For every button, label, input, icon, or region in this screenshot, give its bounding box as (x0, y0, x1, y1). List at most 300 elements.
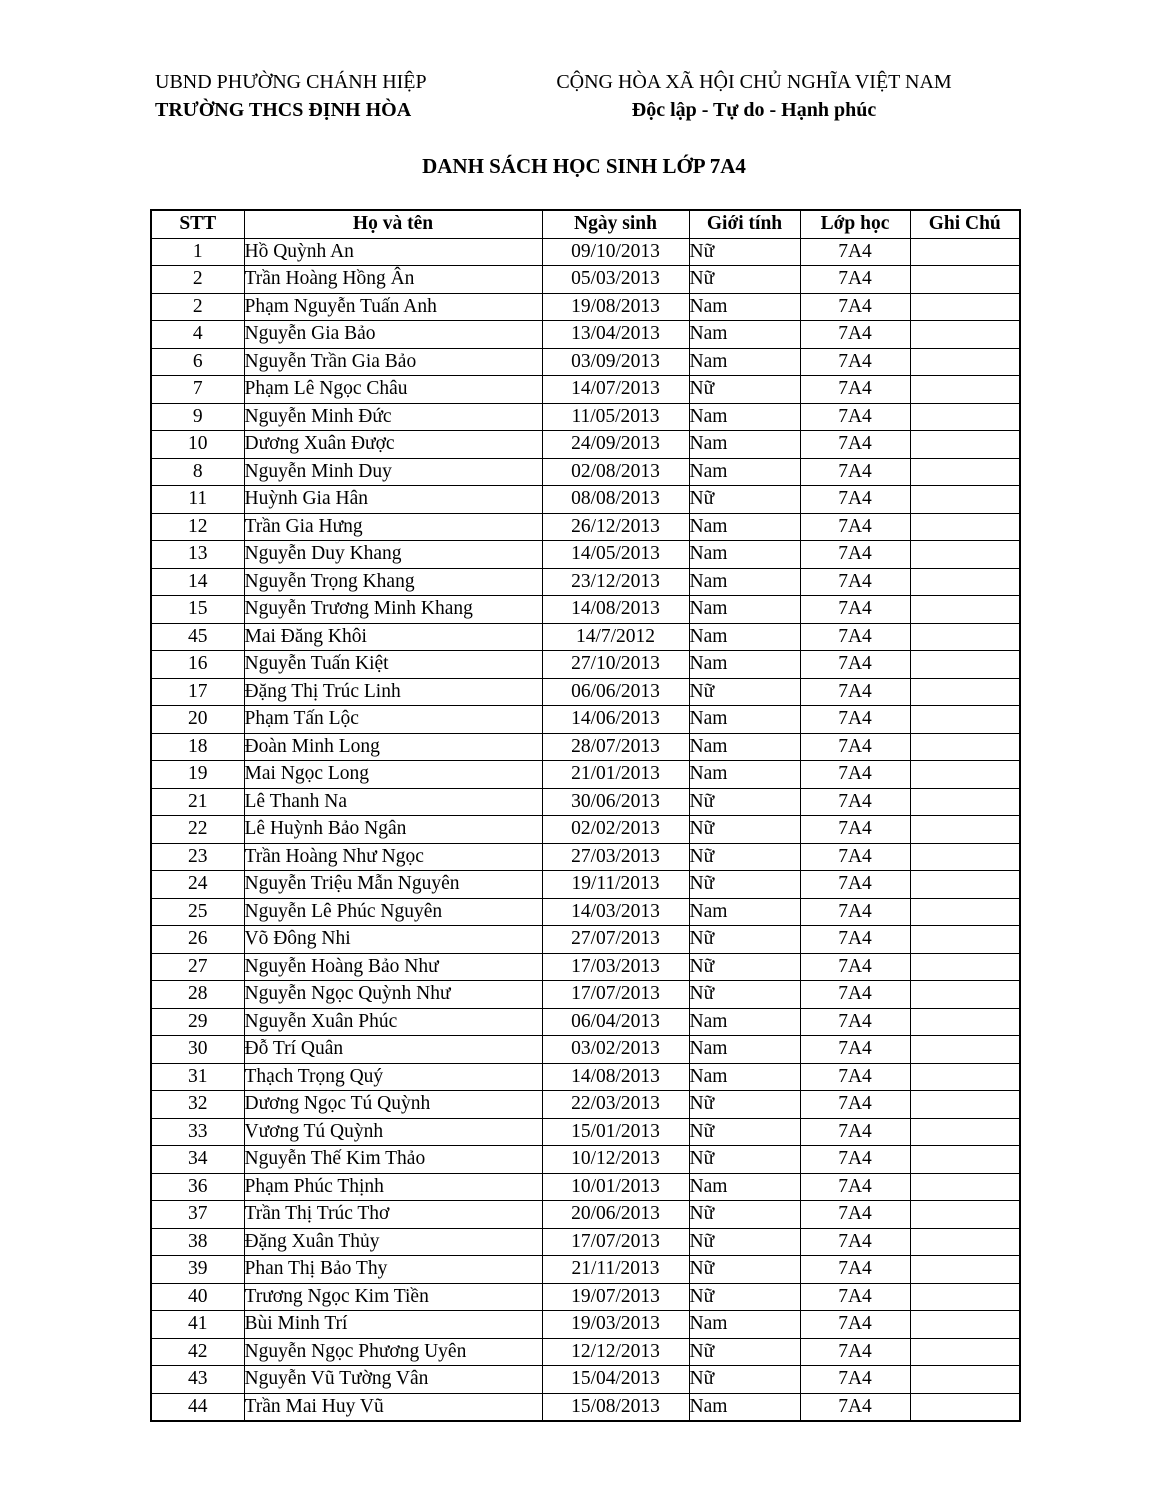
class-cell: 7A4 (800, 623, 910, 651)
birth-date-cell: 13/04/2013 (542, 321, 689, 349)
gender-cell: Nữ (689, 816, 800, 844)
birth-date-cell: 09/10/2013 (542, 238, 689, 266)
note-cell (910, 706, 1020, 734)
gender-cell: Nam (689, 596, 800, 624)
class-cell: 7A4 (800, 541, 910, 569)
gender-cell: Nam (689, 1063, 800, 1091)
class-cell: 7A4 (800, 898, 910, 926)
birth-date-cell: 27/03/2013 (542, 843, 689, 871)
name-cell: Phạm Lê Ngọc Châu (244, 376, 542, 404)
stt-cell: 40 (151, 1283, 244, 1311)
note-cell (910, 513, 1020, 541)
name-cell: Phạm Nguyễn Tuấn Anh (244, 293, 542, 321)
name-cell: Mai Đăng Khôi (244, 623, 542, 651)
gender-cell: Nữ (689, 238, 800, 266)
document-title: DANH SÁCH HỌC SINH LỚP 7A4 (422, 154, 746, 178)
name-cell: Trần Hoàng Như Ngọc (244, 843, 542, 871)
note-cell (910, 1173, 1020, 1201)
class-cell: 7A4 (800, 1256, 910, 1284)
birth-date-cell: 03/09/2013 (542, 348, 689, 376)
gender-cell: Nữ (689, 788, 800, 816)
note-cell (910, 898, 1020, 926)
stt-cell: 24 (151, 871, 244, 899)
header-note: Ghi Chú (910, 210, 1020, 238)
name-cell: Nguyễn Minh Duy (244, 458, 542, 486)
class-cell: 7A4 (800, 926, 910, 954)
gender-cell: Nam (689, 761, 800, 789)
stt-cell: 1 (151, 238, 244, 266)
gender-cell: Nữ (689, 871, 800, 899)
stt-cell: 14 (151, 568, 244, 596)
name-cell: Dương Xuân Được (244, 431, 542, 459)
birth-date-cell: 15/08/2013 (542, 1393, 689, 1421)
gender-cell: Nam (689, 1173, 800, 1201)
note-cell (910, 761, 1020, 789)
table-row (151, 513, 1020, 541)
note-cell (910, 1036, 1020, 1064)
table-row (151, 981, 1020, 1009)
name-cell: Nguyễn Trương Minh Khang (244, 596, 542, 624)
stt-cell: 16 (151, 651, 244, 679)
table-row (151, 596, 1020, 624)
stt-cell: 9 (151, 403, 244, 431)
name-cell: Huỳnh Gia Hân (244, 486, 542, 514)
class-cell: 7A4 (800, 953, 910, 981)
class-cell: 7A4 (800, 1201, 910, 1229)
stt-cell: 37 (151, 1201, 244, 1229)
name-cell: Lê Huỳnh Bảo Ngân (244, 816, 542, 844)
class-cell: 7A4 (800, 513, 910, 541)
stt-cell: 4 (151, 321, 244, 349)
note-cell (910, 843, 1020, 871)
table-row (151, 1173, 1020, 1201)
table-row (151, 568, 1020, 596)
gender-cell: Nữ (689, 926, 800, 954)
birth-date-cell: 27/07/2013 (542, 926, 689, 954)
stt-cell: 2 (151, 266, 244, 294)
name-cell: Nguyễn Tuấn Kiệt (244, 651, 542, 679)
name-cell: Nguyễn Trọng Khang (244, 568, 542, 596)
class-cell: 7A4 (800, 1311, 910, 1339)
gender-cell: Nữ (689, 1201, 800, 1229)
birth-date-cell: 03/02/2013 (542, 1036, 689, 1064)
issuer-ward: UBND PHƯỜNG CHÁNH HIỆP (155, 71, 427, 93)
stt-cell: 25 (151, 898, 244, 926)
gender-cell: Nam (689, 293, 800, 321)
table-row (151, 1063, 1020, 1091)
table-body (151, 238, 1020, 1421)
stt-cell: 26 (151, 926, 244, 954)
table-row (151, 1201, 1020, 1229)
stt-cell: 17 (151, 678, 244, 706)
note-cell (910, 568, 1020, 596)
class-cell: 7A4 (800, 816, 910, 844)
stt-cell: 38 (151, 1228, 244, 1256)
name-cell: Đặng Xuân Thủy (244, 1228, 542, 1256)
header-birth-date: Ngày sinh (542, 210, 689, 238)
class-cell: 7A4 (800, 238, 910, 266)
note-cell (910, 596, 1020, 624)
table-row (151, 1146, 1020, 1174)
table-row (151, 1036, 1020, 1064)
note-cell (910, 431, 1020, 459)
note-cell (910, 871, 1020, 899)
class-cell: 7A4 (800, 266, 910, 294)
stt-cell: 28 (151, 981, 244, 1009)
stt-cell: 45 (151, 623, 244, 651)
table-row (151, 293, 1020, 321)
birth-date-cell: 12/12/2013 (542, 1338, 689, 1366)
class-cell: 7A4 (800, 1091, 910, 1119)
class-cell: 7A4 (800, 1118, 910, 1146)
stt-cell: 34 (151, 1146, 244, 1174)
gender-cell: Nữ (689, 1228, 800, 1256)
class-cell: 7A4 (800, 981, 910, 1009)
stt-cell: 42 (151, 1338, 244, 1366)
gender-cell: Nam (689, 651, 800, 679)
class-cell: 7A4 (800, 1008, 910, 1036)
birth-date-cell: 06/06/2013 (542, 678, 689, 706)
note-cell (910, 926, 1020, 954)
gender-cell: Nam (689, 431, 800, 459)
class-cell: 7A4 (800, 651, 910, 679)
stt-cell: 30 (151, 1036, 244, 1064)
class-cell: 7A4 (800, 761, 910, 789)
stt-cell: 41 (151, 1311, 244, 1339)
class-cell: 7A4 (800, 1283, 910, 1311)
stt-cell: 2 (151, 293, 244, 321)
gender-cell: Nam (689, 733, 800, 761)
name-cell: Thạch Trọng Quý (244, 1063, 542, 1091)
gender-cell: Nữ (689, 486, 800, 514)
gender-cell: Nữ (689, 843, 800, 871)
table-row (151, 761, 1020, 789)
stt-cell: 10 (151, 431, 244, 459)
class-cell: 7A4 (800, 733, 910, 761)
class-cell: 7A4 (800, 1393, 910, 1421)
name-cell: Trần Gia Hưng (244, 513, 542, 541)
note-cell (910, 1393, 1020, 1421)
note-cell (910, 238, 1020, 266)
note-cell (910, 1008, 1020, 1036)
stt-cell: 36 (151, 1173, 244, 1201)
birth-date-cell: 17/03/2013 (542, 953, 689, 981)
table-row (151, 788, 1020, 816)
name-cell: Phạm Phúc Thịnh (244, 1173, 542, 1201)
stt-cell: 7 (151, 376, 244, 404)
stt-cell: 31 (151, 1063, 244, 1091)
name-cell: Nguyễn Duy Khang (244, 541, 542, 569)
gender-cell: Nam (689, 403, 800, 431)
name-cell: Bùi Minh Trí (244, 1311, 542, 1339)
gender-cell: Nữ (689, 1091, 800, 1119)
note-cell (910, 1338, 1020, 1366)
note-cell (910, 403, 1020, 431)
birth-date-cell: 02/08/2013 (542, 458, 689, 486)
class-cell: 7A4 (800, 706, 910, 734)
class-cell: 7A4 (800, 871, 910, 899)
name-cell: Đỗ Trí Quân (244, 1036, 542, 1064)
table-row (151, 871, 1020, 899)
note-cell (910, 1366, 1020, 1394)
stt-cell: 39 (151, 1256, 244, 1284)
gender-cell: Nữ (689, 376, 800, 404)
note-cell (910, 1256, 1020, 1284)
gender-cell: Nam (689, 1311, 800, 1339)
birth-date-cell: 10/12/2013 (542, 1146, 689, 1174)
birth-date-cell: 14/08/2013 (542, 596, 689, 624)
name-cell: Nguyễn Xuân Phúc (244, 1008, 542, 1036)
name-cell: Dương Ngọc Tú Quỳnh (244, 1091, 542, 1119)
birth-date-cell: 24/09/2013 (542, 431, 689, 459)
birth-date-cell: 14/08/2013 (542, 1063, 689, 1091)
note-cell (910, 458, 1020, 486)
name-cell: Hồ Quỳnh An (244, 238, 542, 266)
class-cell: 7A4 (800, 321, 910, 349)
name-cell: Đặng Thị Trúc Linh (244, 678, 542, 706)
header-class: Lớp học (800, 210, 910, 238)
class-cell: 7A4 (800, 431, 910, 459)
note-cell (910, 1091, 1020, 1119)
birth-date-cell: 19/03/2013 (542, 1311, 689, 1339)
gender-cell: Nữ (689, 266, 800, 294)
note-cell (910, 816, 1020, 844)
gender-cell: Nam (689, 1036, 800, 1064)
stt-cell: 11 (151, 486, 244, 514)
class-cell: 7A4 (800, 348, 910, 376)
note-cell (910, 321, 1020, 349)
birth-date-cell: 14/7/2012 (542, 623, 689, 651)
table-row (151, 348, 1020, 376)
class-cell: 7A4 (800, 1063, 910, 1091)
gender-cell: Nữ (689, 678, 800, 706)
header-gender: Giới tính (689, 210, 800, 238)
birth-date-cell: 05/03/2013 (542, 266, 689, 294)
table-row (151, 1091, 1020, 1119)
table-row (151, 431, 1020, 459)
birth-date-cell: 19/07/2013 (542, 1283, 689, 1311)
table-row (151, 541, 1020, 569)
stt-cell: 18 (151, 733, 244, 761)
birth-date-cell: 30/06/2013 (542, 788, 689, 816)
note-cell (910, 266, 1020, 294)
stt-cell: 33 (151, 1118, 244, 1146)
table-row (151, 843, 1020, 871)
stt-cell: 19 (151, 761, 244, 789)
birth-date-cell: 10/01/2013 (542, 1173, 689, 1201)
table-row (151, 321, 1020, 349)
gender-cell: Nam (689, 1008, 800, 1036)
table-row (151, 816, 1020, 844)
birth-date-cell: 14/05/2013 (542, 541, 689, 569)
table-row (151, 403, 1020, 431)
birth-date-cell: 02/02/2013 (542, 816, 689, 844)
gender-cell: Nữ (689, 1118, 800, 1146)
birth-date-cell: 17/07/2013 (542, 1228, 689, 1256)
table-row (151, 486, 1020, 514)
birth-date-cell: 23/12/2013 (542, 568, 689, 596)
table-row (151, 1366, 1020, 1394)
birth-date-cell: 22/03/2013 (542, 1091, 689, 1119)
stt-cell: 43 (151, 1366, 244, 1394)
birth-date-cell: 06/04/2013 (542, 1008, 689, 1036)
table-row (151, 733, 1020, 761)
issuer-block (155, 68, 427, 124)
stt-cell: 44 (151, 1393, 244, 1421)
header-stt: STT (151, 210, 244, 238)
stt-cell: 27 (151, 953, 244, 981)
class-cell: 7A4 (800, 293, 910, 321)
stt-cell: 21 (151, 788, 244, 816)
note-cell (910, 1201, 1020, 1229)
table-row (151, 1228, 1020, 1256)
birth-date-cell: 14/06/2013 (542, 706, 689, 734)
note-cell (910, 541, 1020, 569)
note-cell (910, 1228, 1020, 1256)
note-cell (910, 293, 1020, 321)
table-header-row (151, 210, 1020, 238)
class-cell: 7A4 (800, 1228, 910, 1256)
note-cell (910, 1311, 1020, 1339)
note-cell (910, 348, 1020, 376)
class-cell: 7A4 (800, 486, 910, 514)
birth-date-cell: 15/01/2013 (542, 1118, 689, 1146)
class-cell: 7A4 (800, 458, 910, 486)
class-cell: 7A4 (800, 843, 910, 871)
gender-cell: Nam (689, 706, 800, 734)
student-table (150, 209, 1021, 1422)
name-cell: Nguyễn Triệu Mẫn Nguyên (244, 871, 542, 899)
note-cell (910, 678, 1020, 706)
name-cell: Đoàn Minh Long (244, 733, 542, 761)
name-cell: Phạm Tấn Lộc (244, 706, 542, 734)
table-row (151, 706, 1020, 734)
name-cell: Trần Hoàng Hồng Ân (244, 266, 542, 294)
name-cell: Lê Thanh Na (244, 788, 542, 816)
note-cell (910, 953, 1020, 981)
gender-cell: Nữ (689, 1366, 800, 1394)
class-cell: 7A4 (800, 1036, 910, 1064)
class-cell: 7A4 (800, 596, 910, 624)
table-row (151, 1283, 1020, 1311)
national-motto: Độc lập - Tự do - Hạnh phúc (631, 99, 877, 121)
stt-cell: 12 (151, 513, 244, 541)
name-cell: Nguyễn Vũ Tường Vân (244, 1366, 542, 1394)
national-motto-block (545, 68, 963, 124)
header-full-name: Họ và tên (244, 210, 542, 238)
gender-cell: Nam (689, 568, 800, 596)
gender-cell: Nam (689, 541, 800, 569)
name-cell: Vương Tú Quỳnh (244, 1118, 542, 1146)
birth-date-cell: 11/05/2013 (542, 403, 689, 431)
stt-cell: 15 (151, 596, 244, 624)
birth-date-cell: 14/03/2013 (542, 898, 689, 926)
birth-date-cell: 17/07/2013 (542, 981, 689, 1009)
gender-cell: Nam (689, 321, 800, 349)
issuer-school: TRƯỜNG THCS ĐỊNH HÒA (155, 99, 412, 121)
birth-date-cell: 08/08/2013 (542, 486, 689, 514)
gender-cell: Nữ (689, 981, 800, 1009)
table-row (151, 238, 1020, 266)
name-cell: Trần Mai Huy Vũ (244, 1393, 542, 1421)
stt-cell: 23 (151, 843, 244, 871)
table-row (151, 1118, 1020, 1146)
name-cell: Nguyễn Lê Phúc Nguyên (244, 898, 542, 926)
table-row (151, 926, 1020, 954)
gender-cell: Nam (689, 348, 800, 376)
gender-cell: Nam (689, 898, 800, 926)
birth-date-cell: 19/11/2013 (542, 871, 689, 899)
stt-cell: 6 (151, 348, 244, 376)
note-cell (910, 733, 1020, 761)
note-cell (910, 623, 1020, 651)
note-cell (910, 376, 1020, 404)
table-row (151, 1311, 1020, 1339)
gender-cell: Nam (689, 1393, 800, 1421)
table-row (151, 1256, 1020, 1284)
table-row (151, 266, 1020, 294)
stt-cell: 29 (151, 1008, 244, 1036)
stt-cell: 20 (151, 706, 244, 734)
name-cell: Nguyễn Ngọc Quỳnh Như (244, 981, 542, 1009)
birth-date-cell: 27/10/2013 (542, 651, 689, 679)
birth-date-cell: 28/07/2013 (542, 733, 689, 761)
table-row (151, 458, 1020, 486)
class-cell: 7A4 (800, 1173, 910, 1201)
table-row (151, 1338, 1020, 1366)
name-cell: Nguyễn Hoàng Bảo Như (244, 953, 542, 981)
stt-cell: 22 (151, 816, 244, 844)
table-row (151, 953, 1020, 981)
note-cell (910, 651, 1020, 679)
class-cell: 7A4 (800, 376, 910, 404)
name-cell: Trương Ngọc Kim Tiền (244, 1283, 542, 1311)
birth-date-cell: 14/07/2013 (542, 376, 689, 404)
class-cell: 7A4 (800, 403, 910, 431)
class-cell: 7A4 (800, 1366, 910, 1394)
note-cell (910, 1283, 1020, 1311)
class-cell: 7A4 (800, 1338, 910, 1366)
table-row (151, 898, 1020, 926)
name-cell: Nguyễn Gia Bảo (244, 321, 542, 349)
class-cell: 7A4 (800, 678, 910, 706)
gender-cell: Nam (689, 513, 800, 541)
gender-cell: Nữ (689, 1256, 800, 1284)
class-cell: 7A4 (800, 1146, 910, 1174)
table-row (151, 651, 1020, 679)
stt-cell: 13 (151, 541, 244, 569)
name-cell: Võ Đông Nhi (244, 926, 542, 954)
table-row (151, 1393, 1020, 1421)
name-cell: Nguyễn Trần Gia Bảo (244, 348, 542, 376)
class-cell: 7A4 (800, 788, 910, 816)
note-cell (910, 486, 1020, 514)
name-cell: Nguyễn Minh Đức (244, 403, 542, 431)
table-row (151, 376, 1020, 404)
table-row (151, 623, 1020, 651)
stt-cell: 8 (151, 458, 244, 486)
gender-cell: Nữ (689, 1283, 800, 1311)
note-cell (910, 1063, 1020, 1091)
birth-date-cell: 21/11/2013 (542, 1256, 689, 1284)
note-cell (910, 1146, 1020, 1174)
birth-date-cell: 21/01/2013 (542, 761, 689, 789)
gender-cell: Nam (689, 458, 800, 486)
stt-cell: 32 (151, 1091, 244, 1119)
national-name: CỘNG HÒA XÃ HỘI CHỦ NGHĨA VIỆT NAM (556, 71, 952, 93)
birth-date-cell: 15/04/2013 (542, 1366, 689, 1394)
birth-date-cell: 26/12/2013 (542, 513, 689, 541)
